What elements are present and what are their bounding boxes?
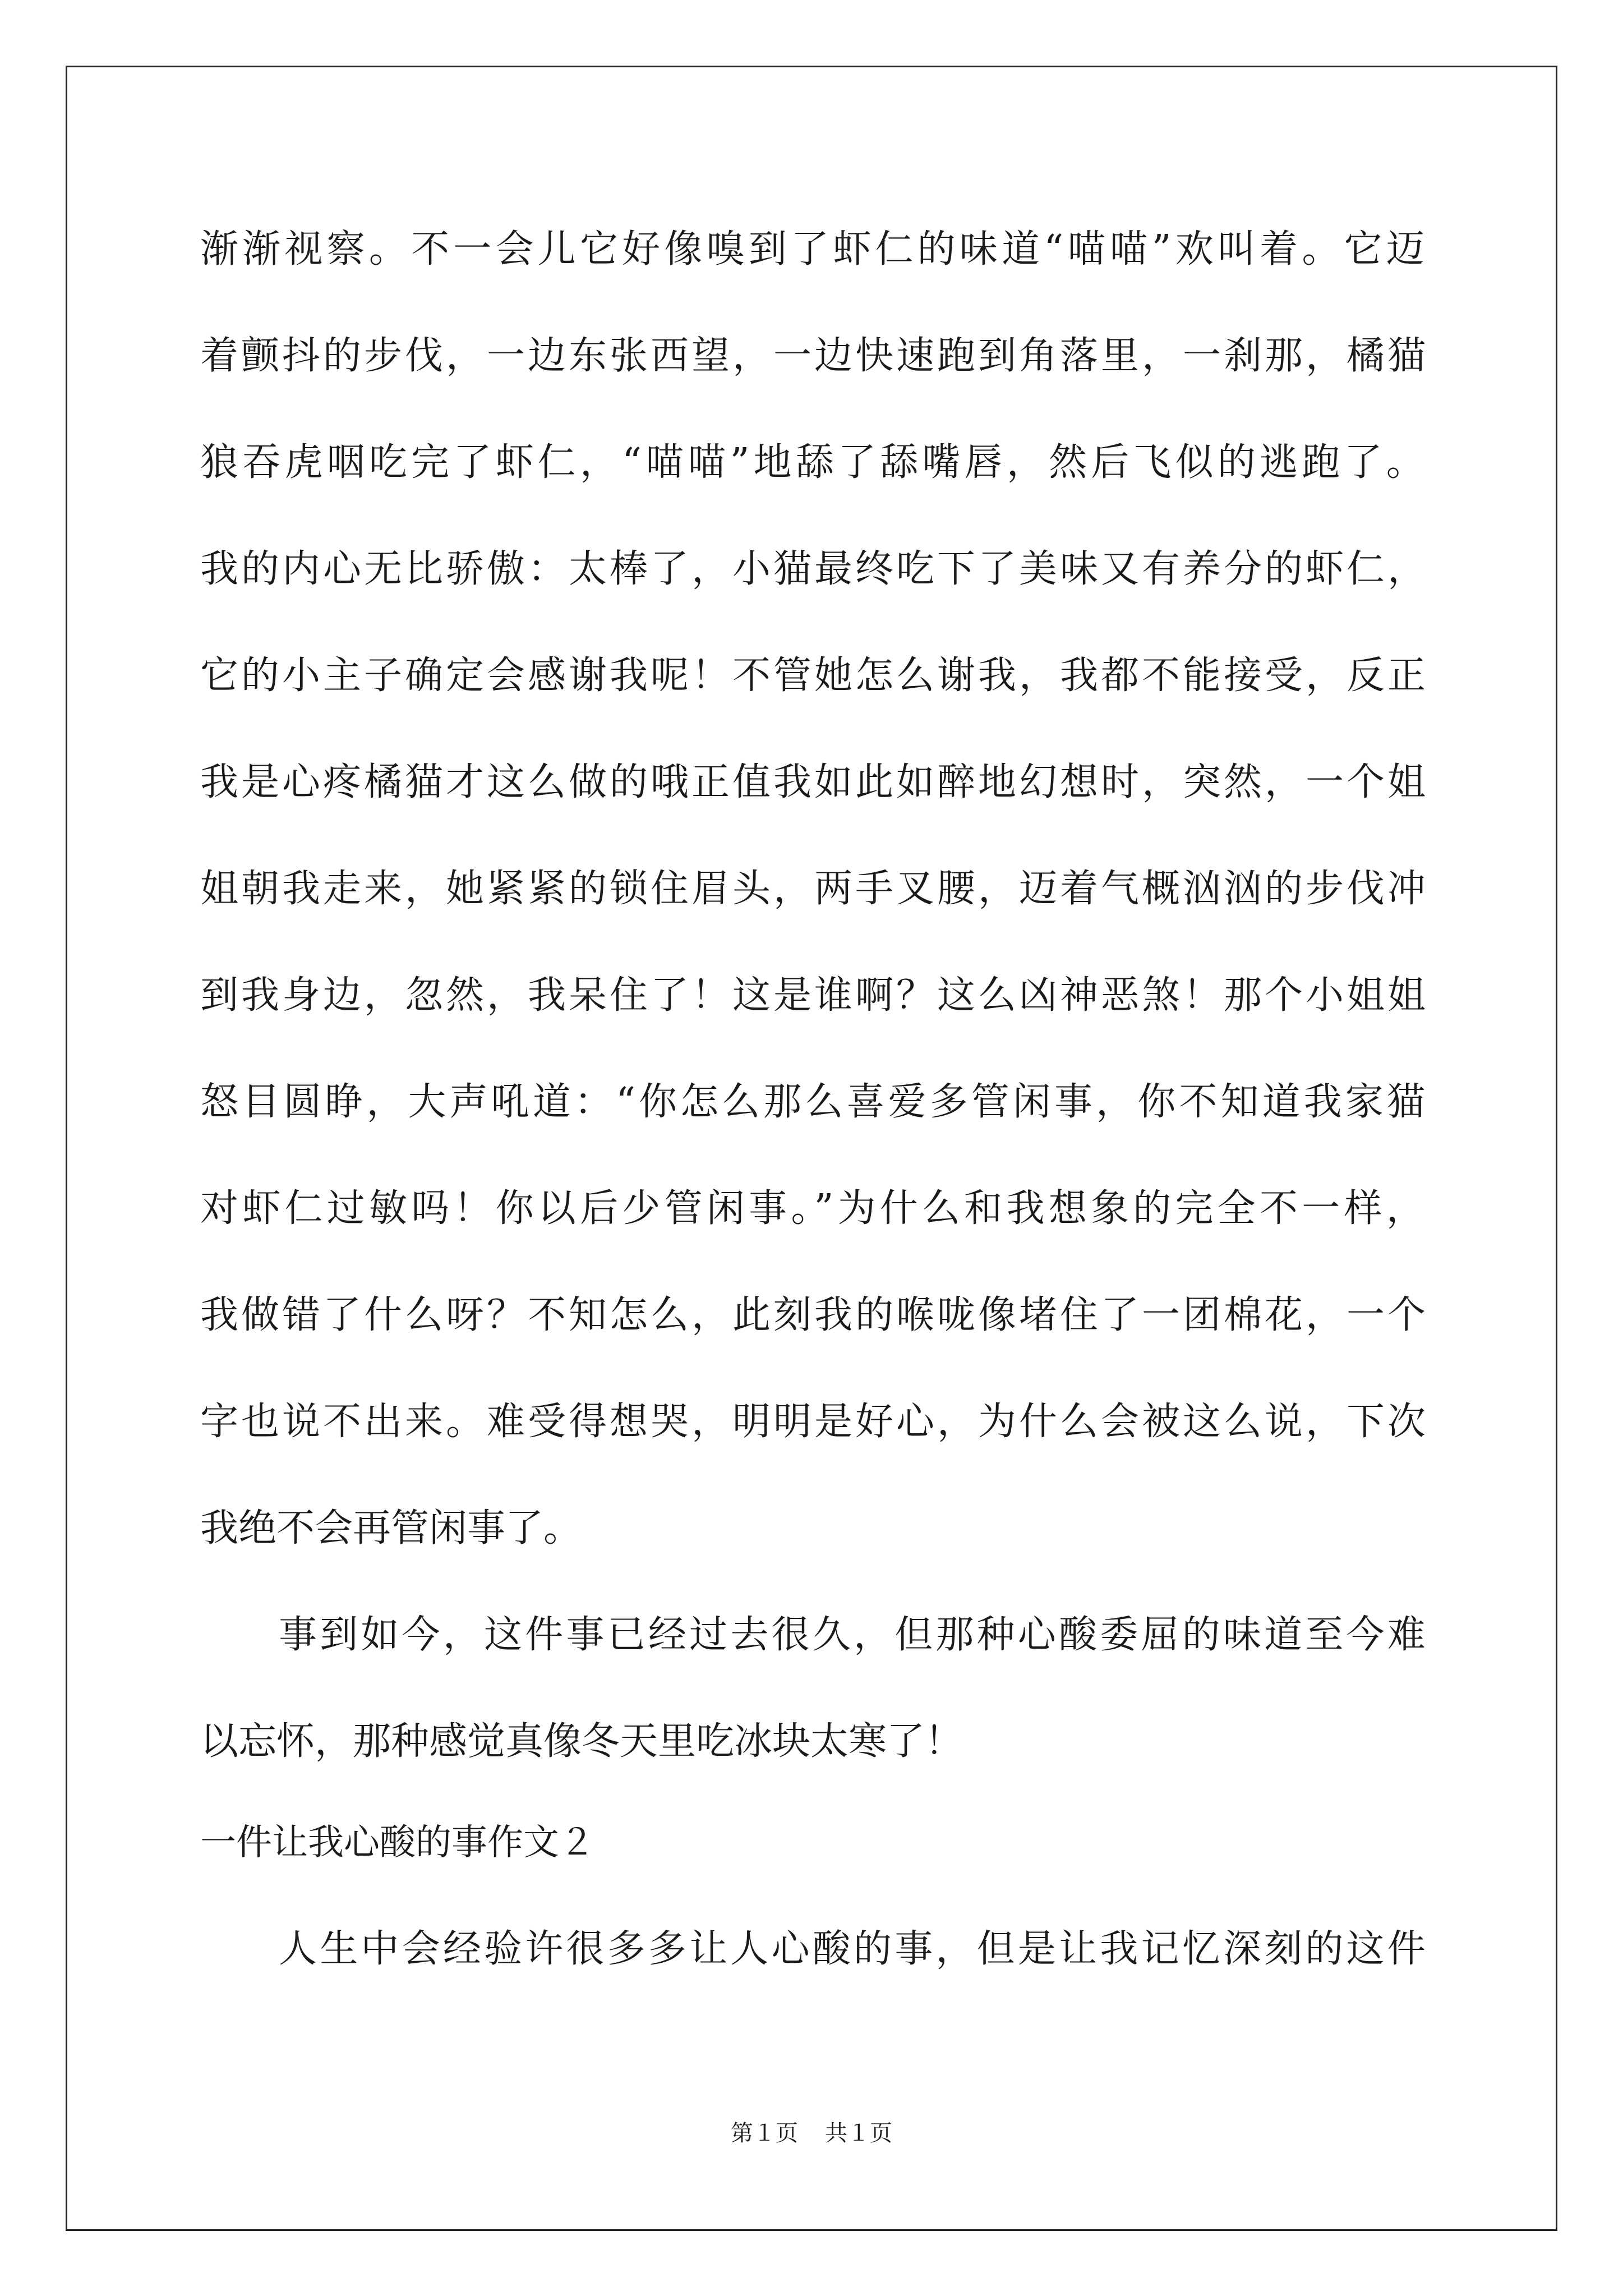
body-line: 到我身边，忽然，我呆住了！这是谁啊？这么凶神恶煞！那个小姐姐 [200,973,1428,1018]
page-total: 共１页 [825,2120,892,2146]
paragraph-line: 人生中会经验许很多多让人心酸的事，但是让我记忆深刻的这件 [279,1927,1428,1971]
body-line: 着颤抖的步伐，一边东张西望，一边快速跑到角落里，一刹那，橘猫 [200,334,1428,378]
section-heading: 一件让我心酸的事作文２ [200,1822,595,1864]
body-line: 字也说不出来。难受得想哭，明明是好心，为什么会被这么说，下次 [200,1400,1428,1444]
body-line: 狼吞虎咽吃完了虾仁，“喵喵”地舔了舔嘴唇，然后飞似的逃跑了。 [200,440,1428,485]
body-line: 对虾仁过敏吗！你以后少管闲事。”为什么和我想象的完全不一样， [200,1186,1428,1231]
page-footer [0,2119,1623,2147]
body-line: 我的内心无比骄傲：太棒了，小猫最终吃下了美味又有养分的虾仁， [200,547,1428,591]
body-line: 我做错了什么呀？不知怎么，此刻我的喉咙像堵住了一团棉花，一个 [200,1293,1428,1337]
paragraph-line: 事到如今，这件事已经过去很久，但那种心酸委屈的味道至今难 [279,1613,1428,1657]
body-line: 渐渐视察。不一会儿它好像嗅到了虾仁的味道“喵喵”欢叫着。它迈 [200,227,1428,272]
body-line: 姐朝我走来，她紧紧的锁住眉头，两手叉腰，迈着气概汹汹的步伐冲 [200,867,1428,911]
body-line: 它的小主子确定会感谢我呢！不管她怎么谢我，我都不能接受，反正 [200,654,1428,698]
body-line: 我是心疼橘猫才这么做的哦正值我如此如醉地幻想时，突然，一个姐 [200,760,1428,804]
body-line: 怒目圆睁，大声吼道：“你怎么那么喜爱多管闲事，你不知道我家猫 [200,1080,1428,1124]
paragraph-line: 以忘怀，那种感觉真像冬天里吃冰块太寒了！ [200,1719,963,1764]
body-line: 我绝不会再管闲事了。 [200,1506,582,1550]
page-number: 第１页 [731,2120,798,2146]
page-border [66,66,1557,2231]
